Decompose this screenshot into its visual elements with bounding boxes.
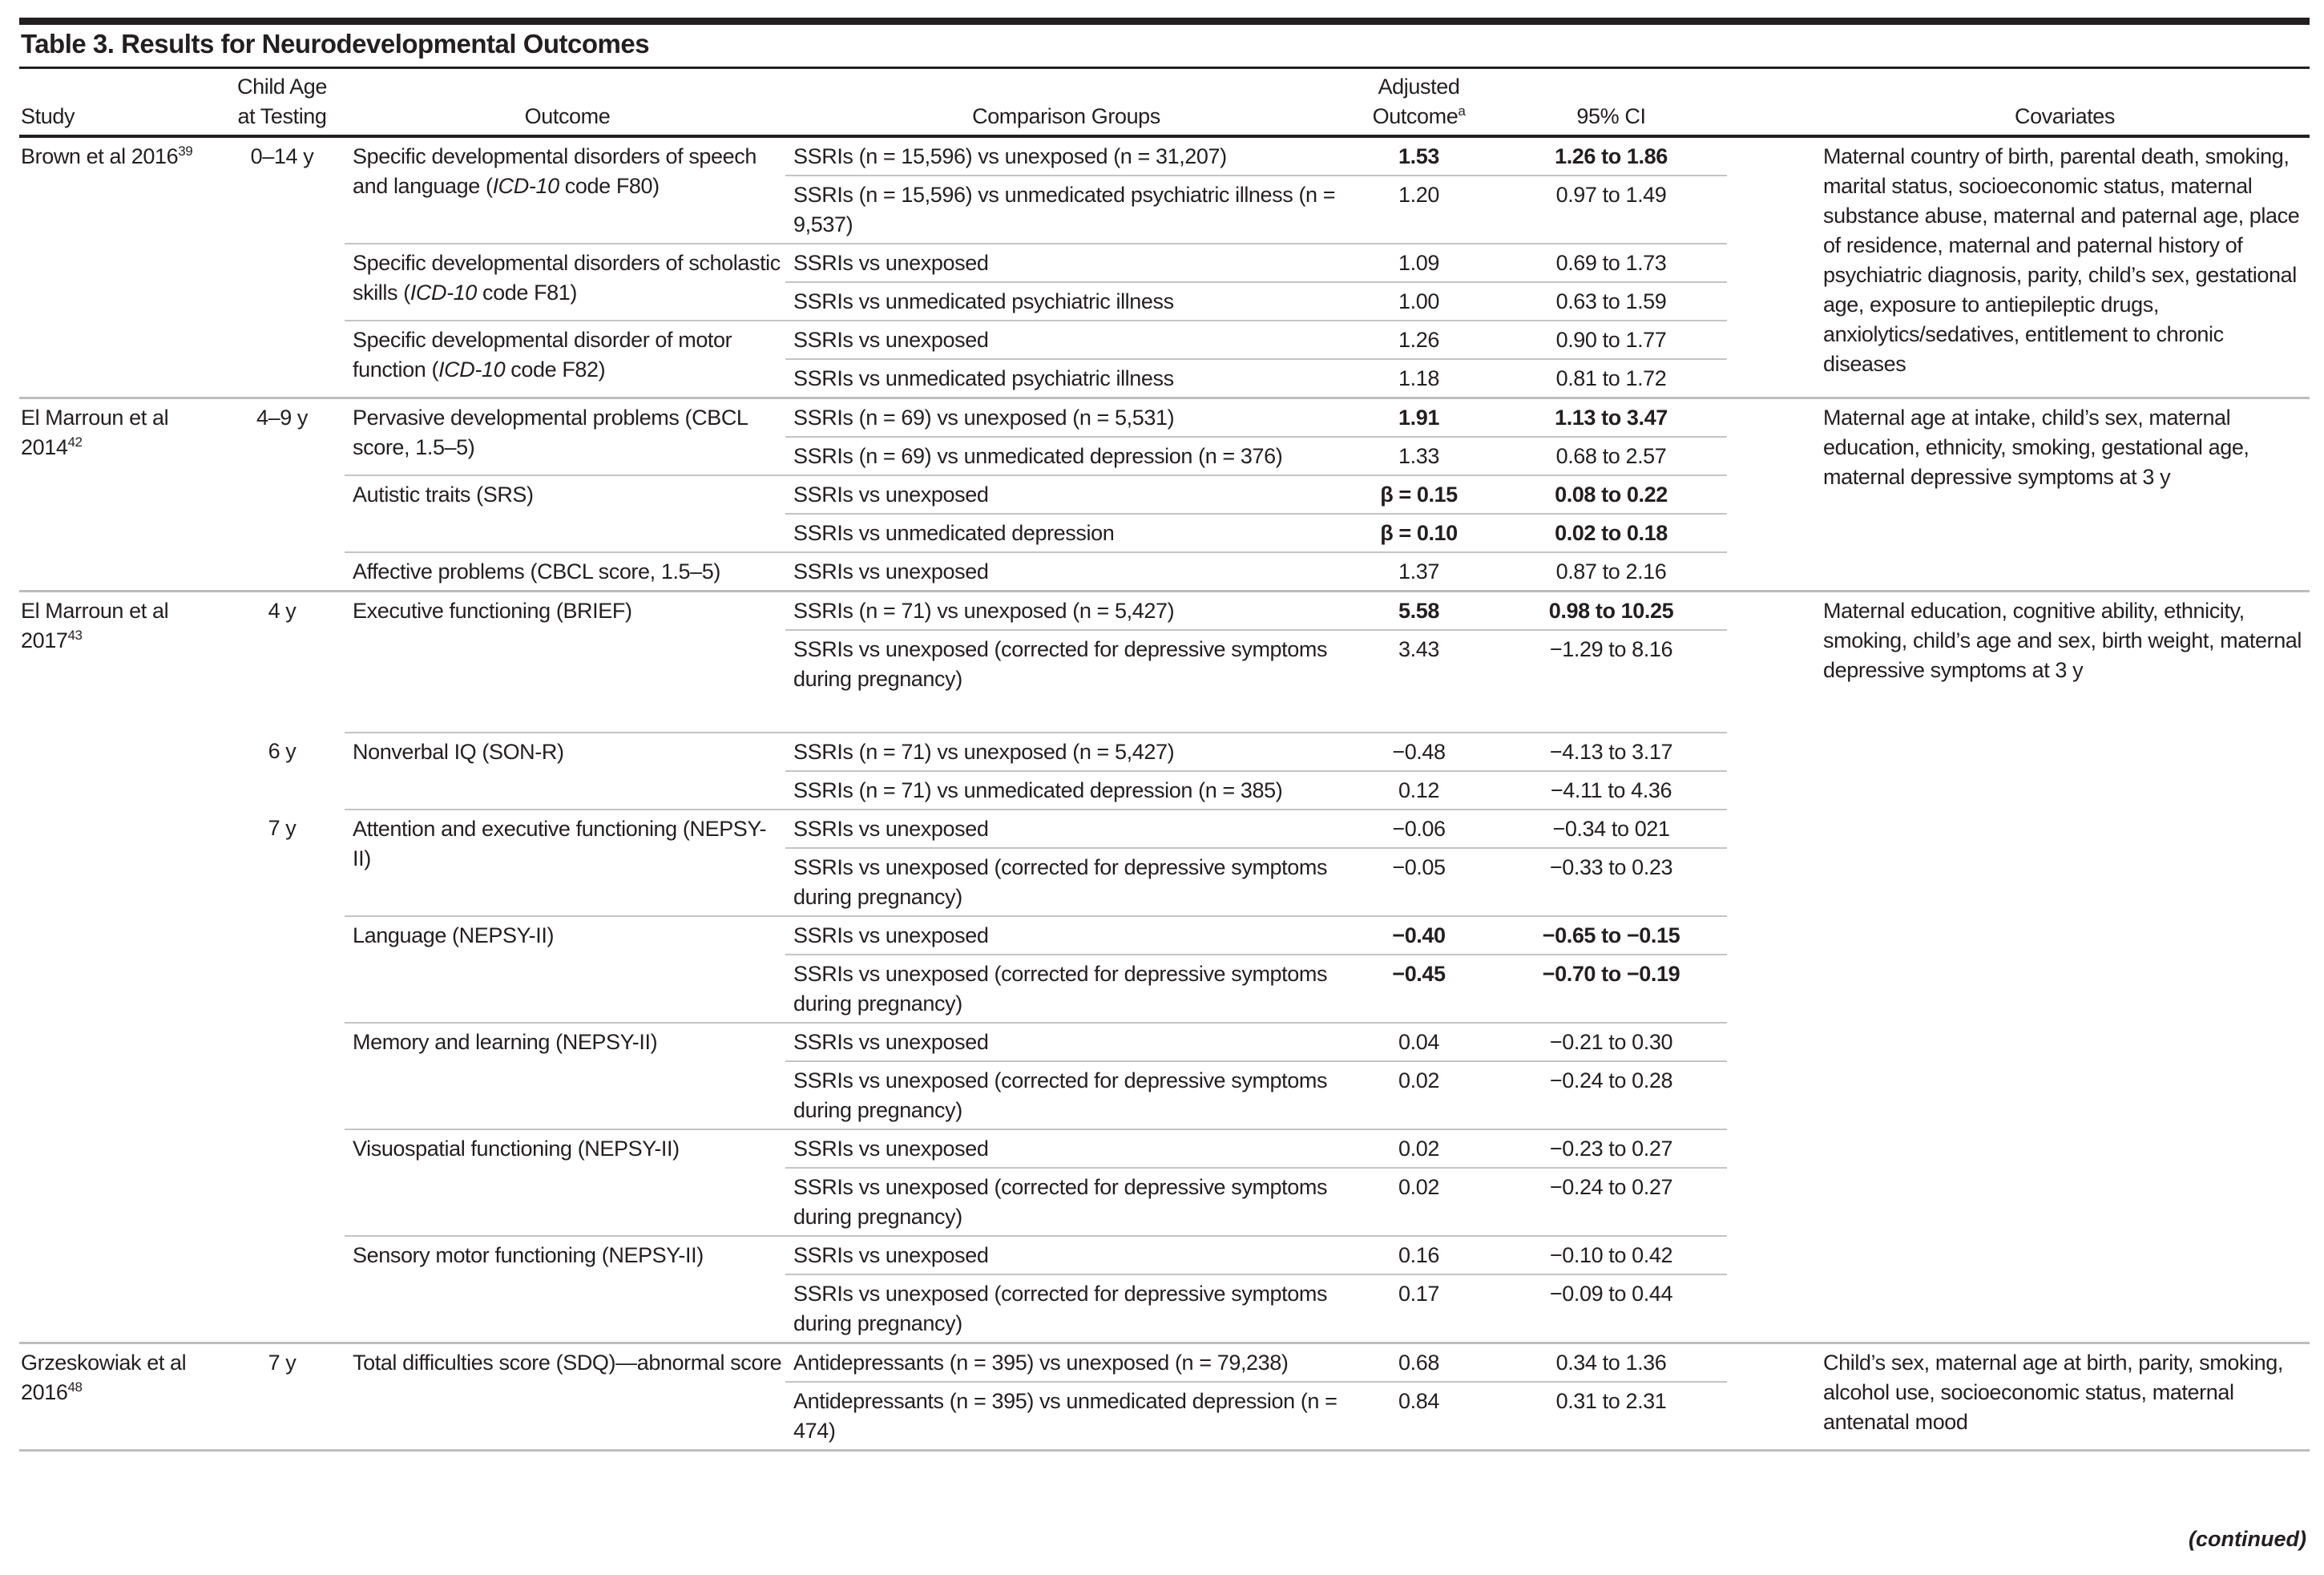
adjusted-outcome: 3.43 [1342, 630, 1499, 733]
adjusted-outcome: 1.53 [1342, 136, 1499, 176]
comparison-groups: Antidepressants (n = 395) vs unmedicated depression (n = 474) [785, 1382, 1342, 1449]
table-row [19, 1343, 2310, 1383]
confidence-interval: 0.97 to 1.49 [1499, 176, 1727, 244]
adjusted-outcome: 1.37 [1342, 552, 1499, 592]
header-comparison: Comparison Groups [785, 69, 1342, 136]
confidence-interval: −0.23 to 0.27 [1499, 1129, 1727, 1168]
reference-number: 42 [67, 434, 83, 450]
comparison-groups: SSRIs (n = 71) vs unexposed (n = 5,427) [785, 733, 1342, 771]
confidence-interval: −0.24 to 0.28 [1499, 1061, 1727, 1129]
comparison-groups: SSRIs vs unexposed [785, 244, 1342, 282]
outcome-text: ICD-10 [492, 174, 559, 198]
covariates: Maternal age at intake, child’s sex, maternal education, ethnicity, smoking, gestational age, maternal depressive symptoms at 3 y [1727, 398, 2310, 592]
confidence-interval: −0.09 to 0.44 [1499, 1274, 1727, 1343]
comparison-groups: SSRIs vs unexposed [785, 1236, 1342, 1274]
adjusted-outcome: β = 0.15 [1342, 475, 1499, 514]
adjusted-outcome: 0.12 [1342, 771, 1499, 810]
table-row [19, 398, 2310, 438]
header-covariates: Covariates [1727, 69, 2310, 136]
results-table [19, 69, 2310, 1449]
outcome-cell [345, 1023, 785, 1129]
study-name: Grzeskowiak et al 2016 [21, 1351, 187, 1404]
adjusted-outcome: 0.17 [1342, 1274, 1499, 1343]
study-cell [19, 398, 223, 592]
child-age: 4–9 y [223, 398, 345, 592]
outcome-cell [345, 810, 785, 916]
header-age-line1: Child Age [237, 75, 327, 99]
adjusted-outcome: 0.16 [1342, 1236, 1499, 1274]
child-age: 7 y [223, 1343, 345, 1450]
adjusted-outcome: −0.48 [1342, 733, 1499, 771]
confidence-interval: 0.68 to 2.57 [1499, 437, 1727, 475]
outcome-text: ICD-10 [410, 281, 477, 305]
outcome-text: code F82) [505, 357, 606, 382]
outcome-text: Specific developmental disorder of motor function ( [353, 328, 732, 382]
adjusted-outcome: −0.40 [1342, 916, 1499, 955]
confidence-interval: 0.69 to 1.73 [1499, 244, 1727, 282]
outcome-cell [345, 475, 785, 552]
confidence-interval: 1.13 to 3.47 [1499, 398, 1727, 438]
adjusted-outcome: 1.26 [1342, 321, 1499, 359]
comparison-groups: SSRIs (n = 71) vs unexposed (n = 5,427) [785, 592, 1342, 631]
study-name: El Marroun et al 2017 [21, 599, 169, 652]
confidence-interval: 0.31 to 2.31 [1499, 1382, 1727, 1449]
outcome-text: Attention and executive functioning (NEPSY- II) [353, 817, 767, 870]
comparison-groups: SSRIs vs unmedicated psychiatric illness [785, 282, 1342, 321]
outcome-cell [345, 916, 785, 1023]
confidence-interval: 0.87 to 2.16 [1499, 552, 1727, 592]
outcome-text: Language (NEPSY-II) [353, 923, 555, 947]
study-cell [19, 136, 223, 398]
table-row [19, 592, 2310, 631]
adjusted-outcome: 1.09 [1342, 244, 1499, 282]
outcome-cell [345, 244, 785, 321]
study-cell [19, 592, 223, 1343]
confidence-interval: 0.02 to 0.18 [1499, 514, 1727, 552]
outcome-text: Pervasive developmental problems (CBCL score, 1.5–5) [353, 406, 748, 459]
bottom-rule [19, 1449, 2310, 1452]
continued-label: (continued) [2189, 1527, 2306, 1551]
outcome-text: Visuospatial functioning (NEPSY-II) [353, 1137, 680, 1161]
comparison-groups: SSRIs (n = 15,596) vs unmedicated psychiatric illness (n = 9,537) [785, 176, 1342, 244]
comparison-groups: SSRIs vs unexposed [785, 1023, 1342, 1061]
adjusted-outcome: 0.02 [1342, 1061, 1499, 1129]
outcome-cell [345, 1343, 785, 1450]
confidence-interval: −0.24 to 0.27 [1499, 1168, 1727, 1236]
header-ci: 95% CI [1499, 69, 1727, 136]
child-age: 4 y [223, 592, 345, 733]
table-body [19, 136, 2310, 1449]
comparison-groups: SSRIs vs unmedicated psychiatric illness [785, 359, 1342, 398]
adjusted-outcome: 0.84 [1342, 1382, 1499, 1449]
confidence-interval: −0.65 to −0.15 [1499, 916, 1727, 955]
comparison-groups: SSRIs vs unexposed [785, 552, 1342, 592]
comparison-groups: SSRIs vs unexposed (corrected for depressive symptoms during pregnancy) [785, 848, 1342, 916]
table-title: Table 3. Results for Neurodevelopmental Outcomes [21, 29, 650, 59]
outcome-text: Affective problems (CBCL score, 1.5–5) [353, 559, 721, 584]
confidence-interval: 0.08 to 0.22 [1499, 475, 1727, 514]
comparison-groups: SSRIs vs unmedicated depression [785, 514, 1342, 552]
reference-number: 39 [178, 143, 193, 159]
outcome-text: code F80) [559, 174, 660, 198]
outcome-text: Total difficulties score (SDQ)—abnormal score [353, 1351, 782, 1375]
comparison-groups: SSRIs vs unexposed (corrected for depressive symptoms during pregnancy) [785, 1274, 1342, 1343]
covariates: Child’s sex, maternal age at birth, parity, smoking, alcohol use, socioeconomic status, maternal antenatal mood [1727, 1343, 2310, 1450]
outcome-text: code F81) [476, 281, 577, 305]
comparison-groups: SSRIs (n = 15,596) vs unexposed (n = 31,207) [785, 136, 1342, 176]
child-age: 7 y [268, 816, 297, 840]
adjusted-outcome: −0.06 [1342, 810, 1499, 848]
confidence-interval: −1.29 to 8.16 [1499, 630, 1727, 733]
header-age-line2: at Testing [237, 104, 327, 128]
comparison-groups: SSRIs vs unexposed [785, 321, 1342, 359]
comparison-groups: SSRIs (n = 71) vs unmedicated depression (n = 385) [785, 771, 1342, 810]
confidence-interval: 0.34 to 1.36 [1499, 1343, 1727, 1383]
confidence-interval: 0.90 to 1.77 [1499, 321, 1727, 359]
outcome-text: ICD-10 [438, 357, 506, 382]
header-adjusted-line2: Outcome [1372, 104, 1459, 128]
outcome-cell [345, 1236, 785, 1343]
adjusted-outcome: −0.45 [1342, 955, 1499, 1023]
comparison-groups: SSRIs (n = 69) vs unexposed (n = 5,531) [785, 398, 1342, 438]
comparison-groups: Antidepressants (n = 395) vs unexposed (n = 79,238) [785, 1343, 1342, 1383]
study-name: Brown et al 2016 [21, 144, 179, 168]
table-row [19, 136, 2310, 176]
confidence-interval: −0.10 to 0.42 [1499, 1236, 1727, 1274]
adjusted-outcome: 1.91 [1342, 398, 1499, 438]
comparison-groups: SSRIs vs unexposed (corrected for depressive symptoms during pregnancy) [785, 630, 1342, 733]
header-age [223, 69, 345, 136]
outcome-text: Nonverbal IQ (SON-R) [353, 740, 564, 764]
outcome-cell [345, 592, 785, 733]
adjusted-outcome: 1.33 [1342, 437, 1499, 475]
adjusted-outcome: 0.68 [1342, 1343, 1499, 1383]
confidence-interval: 1.26 to 1.86 [1499, 136, 1727, 176]
covariates: Maternal country of birth, parental death, smoking, marital status, socioeconomic status, maternal substance abuse, maternal and paternal age, place of residence, maternal and paternal history of psychiatric diagnosis, parity, child’s sex, gestational age, exposure to antiepileptic drugs, anxiolytics/sedatives, entitlement to chronic diseases [1727, 136, 2310, 398]
confidence-interval: 0.98 to 10.25 [1499, 592, 1727, 631]
header-outcome: Outcome [345, 69, 785, 136]
outcome-text: Specific developmental disorders of scholastic skills ( [353, 251, 781, 305]
outcome-cell [345, 136, 785, 244]
top-rule [19, 18, 2310, 25]
header-adjusted-line1: Adjusted [1378, 75, 1460, 99]
confidence-interval: −0.70 to −0.19 [1499, 955, 1727, 1023]
header-row [19, 69, 2310, 136]
outcome-text: Sensory motor functioning (NEPSY-II) [353, 1243, 704, 1267]
confidence-interval: 0.81 to 1.72 [1499, 359, 1727, 398]
study-name: El Marroun et al 2014 [21, 406, 169, 459]
footnote-marker: a [1458, 103, 1466, 119]
outcome-cell [345, 552, 785, 592]
child-age: 0–14 y [223, 136, 345, 398]
comparison-groups: SSRIs (n = 69) vs unmedicated depression (n = 376) [785, 437, 1342, 475]
reference-number: 48 [67, 1379, 83, 1395]
adjusted-outcome: 0.04 [1342, 1023, 1499, 1061]
adjusted-outcome: −0.05 [1342, 848, 1499, 916]
outcome-text: Autistic traits (SRS) [353, 483, 534, 507]
confidence-interval: −0.21 to 0.30 [1499, 1023, 1727, 1061]
adjusted-outcome: 0.02 [1342, 1168, 1499, 1236]
header-study: Study [19, 69, 223, 136]
outcome-text: Memory and learning (NEPSY-II) [353, 1030, 658, 1054]
child-age: 6 y [268, 739, 297, 763]
outcome-cell [345, 398, 785, 476]
covariates: Maternal education, cognitive ability, ethnicity, smoking, child’s age and sex, birth weight, maternal depressive symptoms at 3 y [1727, 592, 2310, 1343]
comparison-groups: SSRIs vs unexposed (corrected for depressive symptoms during pregnancy) [785, 1168, 1342, 1236]
outcome-cell [345, 733, 785, 810]
adjusted-outcome: 5.58 [1342, 592, 1499, 631]
adjusted-outcome: 1.18 [1342, 359, 1499, 398]
outcome-text: Specific developmental disorders of speech and language ( [353, 144, 757, 198]
adjusted-outcome: 1.00 [1342, 282, 1499, 321]
comparison-groups: SSRIs vs unexposed [785, 1129, 1342, 1168]
outcome-cell [345, 321, 785, 398]
confidence-interval: −4.13 to 3.17 [1499, 733, 1727, 771]
reference-number: 43 [67, 628, 83, 643]
confidence-interval: −4.11 to 4.36 [1499, 771, 1727, 810]
adjusted-outcome: 1.20 [1342, 176, 1499, 244]
confidence-interval: −0.33 to 0.23 [1499, 848, 1727, 916]
comparison-groups: SSRIs vs unexposed [785, 475, 1342, 514]
header-adjusted [1342, 69, 1499, 136]
adjusted-outcome: β = 0.10 [1342, 514, 1499, 552]
comparison-groups: SSRIs vs unexposed [785, 916, 1342, 955]
comparison-groups: SSRIs vs unexposed [785, 810, 1342, 848]
study-cell [19, 1343, 223, 1450]
confidence-interval: 0.63 to 1.59 [1499, 282, 1727, 321]
outcome-cell [345, 1129, 785, 1236]
confidence-interval: −0.34 to 021 [1499, 810, 1727, 848]
comparison-groups: SSRIs vs unexposed (corrected for depressive symptoms during pregnancy) [785, 955, 1342, 1023]
comparison-groups: SSRIs vs unexposed (corrected for depressive symptoms during pregnancy) [785, 1061, 1342, 1129]
adjusted-outcome: 0.02 [1342, 1129, 1499, 1168]
outcome-text: Executive functioning (BRIEF) [353, 599, 632, 623]
